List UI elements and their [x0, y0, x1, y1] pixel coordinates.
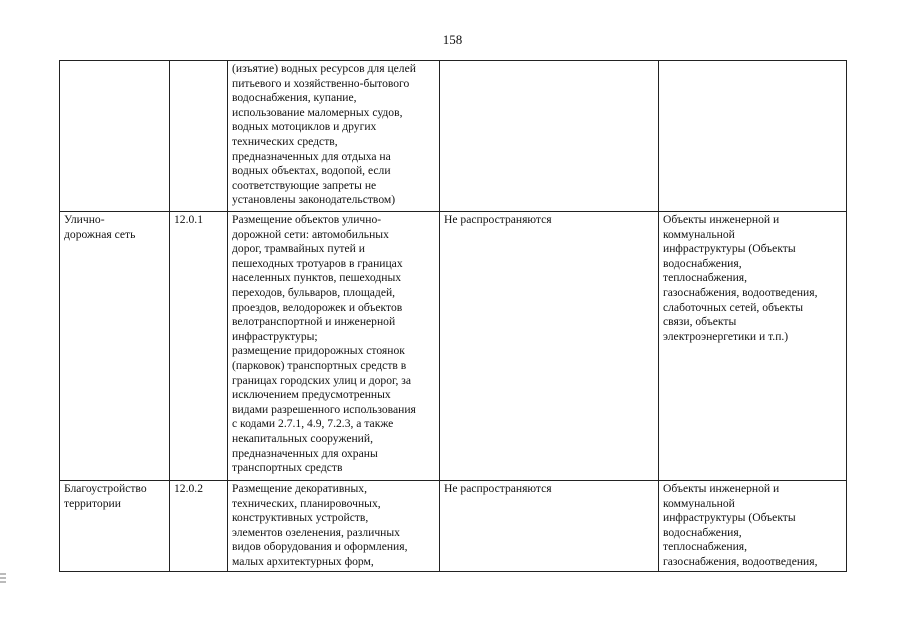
use-name-cell [60, 61, 170, 212]
restrictions-cell: Не распространяются [440, 481, 659, 572]
table-row [60, 212, 847, 481]
use-code-cell: 12.0.1 [170, 212, 228, 481]
page-number: 158 [442, 32, 463, 47]
land-use-table [59, 60, 847, 572]
description-cell: Размещение объектов улично- дорожной сети: автомобильных дорог, трамвайных путей и пешеходных тротуаров в границах населенных пунктов, пешеходных переходов, бульваров, площадей, проездов, велодорожек и объектов велотранспортной и инженерной инфраструктуры; размещение придорожных стоянок (парковок) транспортных средств в границах городских улиц и дорог, за исключением предусмотренных видами разрешенного использования с кодами 2.7.1, 4.9, 7.2.3, а также некапитальных сооружений, предназначенных для охраны транспортных средств [228, 212, 440, 481]
scan-mark-icon [0, 572, 6, 584]
restrictions-cell [440, 61, 659, 212]
restrictions-cell: Не распространяются [440, 212, 659, 481]
description-cell: (изъятие) водных ресурсов для целей питьевого и хозяйственно-бытового водоснабжения, купание, использование маломерных судов, водных мотоциклов и других технических средств, предназначенных для отдыха на водных объектах, водопой, если соответствующие запреты не установлены законодательством) [228, 61, 440, 212]
use-name-cell: Улично- дорожная сеть [60, 212, 170, 481]
objects-cell: Объекты инженерной и коммунальной инфраструктуры (Объекты водоснабжения, теплоснабжения, газоснабжения, водоотведения, [659, 481, 847, 572]
table-row [60, 61, 847, 212]
use-code-cell: 12.0.2 [170, 481, 228, 572]
use-code-cell [170, 61, 228, 212]
description-cell: Размещение декоративных, технических, планировочных, конструктивных устройств, элементов озеленения, различных видов оборудования и оформления, малых архитектурных форм, [228, 481, 440, 572]
margin-mark [0, 572, 6, 584]
objects-cell [659, 61, 847, 212]
table-row [60, 481, 847, 572]
objects-cell: Объекты инженерной и коммунальной инфраструктуры (Объекты водоснабжения, теплоснабжения, газоснабжения, водоотведения, слаботочных сетей, объекты связи, объекты электроэнергетики и т.п.) [659, 212, 847, 481]
use-name-cell: Благоустройство территории [60, 481, 170, 572]
